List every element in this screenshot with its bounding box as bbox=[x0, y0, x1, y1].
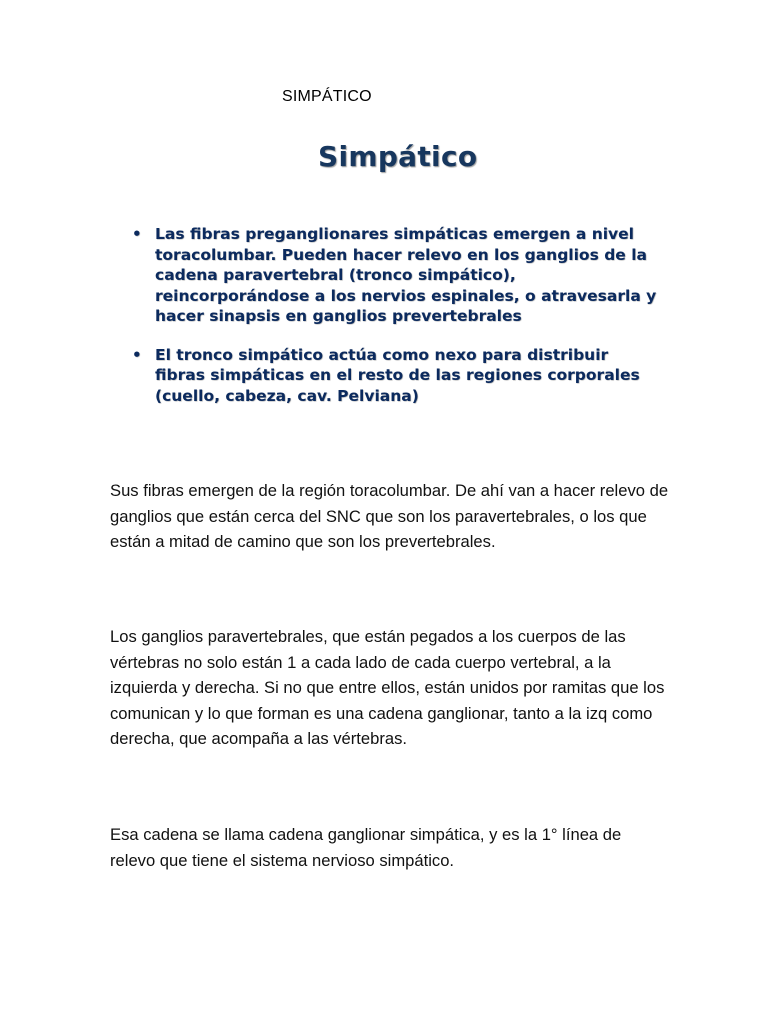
paragraph: Esa cadena se llama cadena ganglionar simpática, y es la 1° línea de relevo que tiene el sistema nervioso simpático. bbox=[110, 825, 622, 870]
paragraph: Sus fibras emergen de la región toracolumbar. De ahí van a hacer relevo de ganglios que están cerca del SNC que son los paravertebrales, o los que están a mitad de camino que son los prevertebrales. bbox=[110, 481, 669, 551]
paragraph: Los ganglios paravertebrales, que están pegados a los cuerpos de las vértebras no solo están 1 a cada lado de cada cuerpo vertebral, a la izquierda y derecha. Si no que entre ellos, están unidos por ramitas que los comunican y lo que forman es una cadena ganglionar, tanto a la izq como derecha, que acompaña a las vértebras. bbox=[110, 627, 665, 748]
slide-bullet bbox=[130, 345, 660, 407]
slide-image bbox=[108, 130, 668, 450]
slide-bullet-list bbox=[130, 224, 660, 424]
bullet-dot-icon: • bbox=[132, 225, 142, 243]
slide-bullet-text: Las fibras preganglionares simpáticas emergen a nivel toracolumbar. Pueden hacer relevo en los ganglios de la cadena paravertebral (tronco simpático), reincorporándose a los nervios espinales, o atravesarla y hacer sinapsis en ganglios prevertebrales bbox=[155, 225, 657, 325]
slide-bullet-text: El tronco simpático actúa como nexo para distribuir fibras simpáticas en el resto de las regiones corporales (cuello, cabeza, cav. Pelviana) bbox=[155, 345, 640, 405]
page-heading: SIMPÁTICO bbox=[282, 88, 372, 105]
slide-title: Simpático bbox=[318, 140, 478, 173]
bullet-dot-icon: • bbox=[132, 345, 142, 364]
slide-bullet bbox=[130, 224, 660, 327]
